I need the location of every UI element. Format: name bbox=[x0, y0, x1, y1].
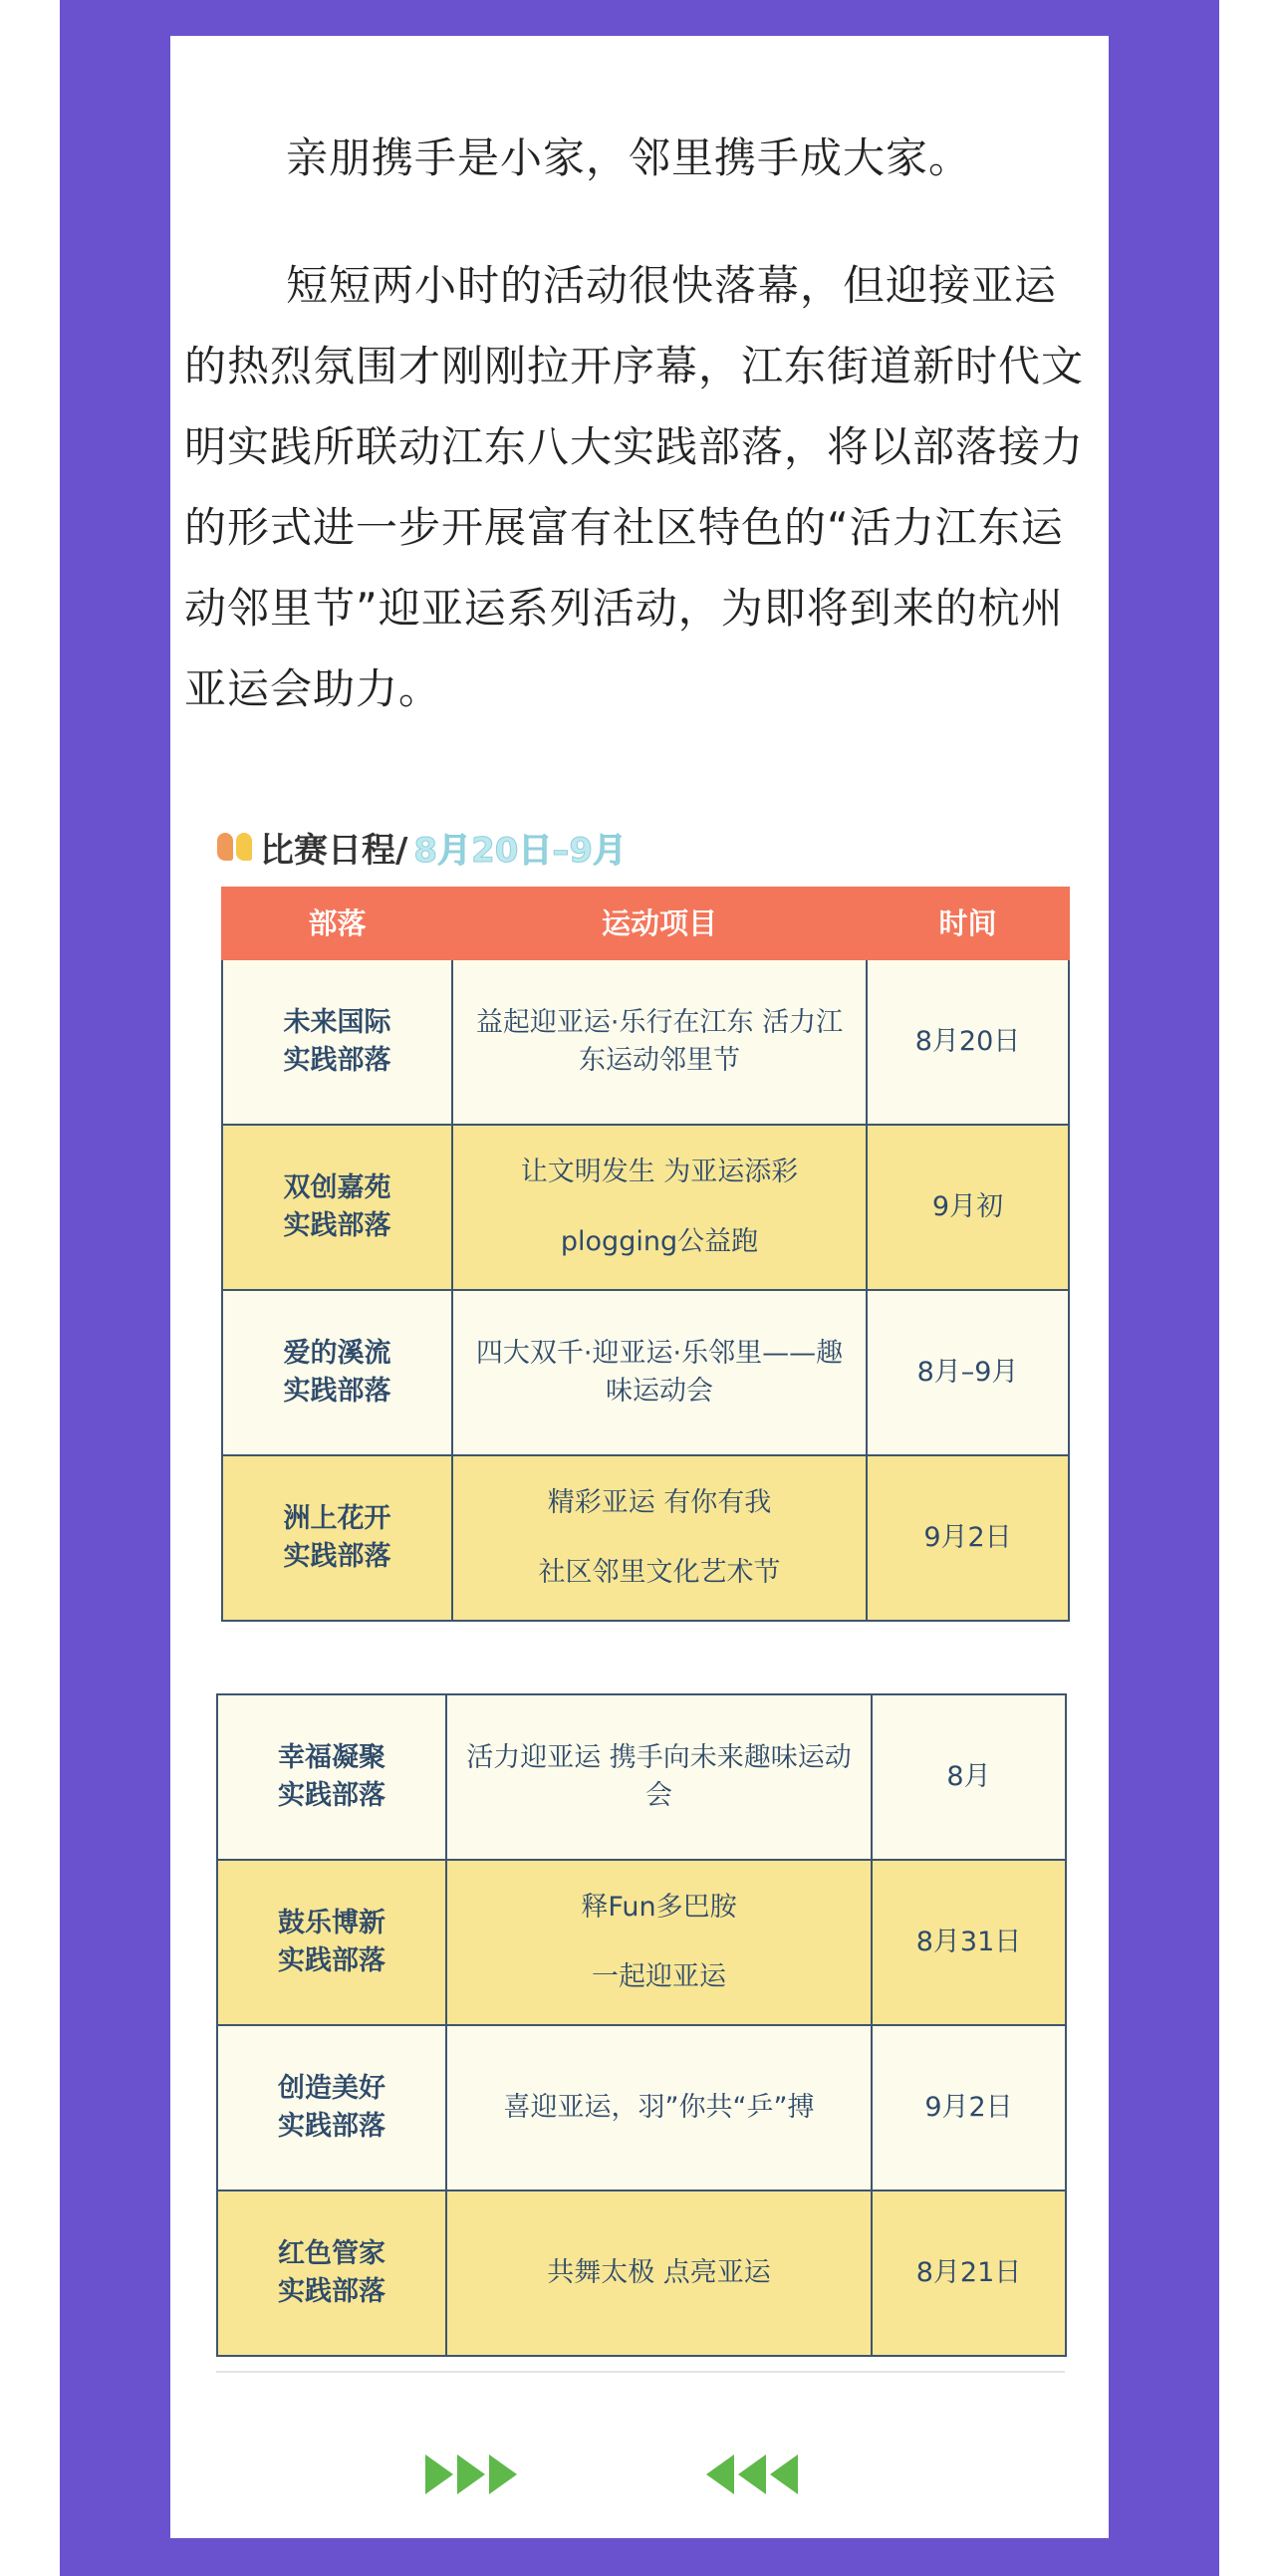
tribe-cell: 幸福凝聚 实践部落 bbox=[217, 1694, 446, 1860]
tribe-cell: 鼓乐博新 实践部落 bbox=[217, 1860, 446, 2025]
table-row bbox=[217, 1694, 1066, 1860]
time-cell: 9月2日 bbox=[867, 1455, 1069, 1621]
table-row bbox=[217, 1860, 1066, 2025]
time-cell: 8月 bbox=[872, 1694, 1066, 1860]
table-row bbox=[222, 1290, 1069, 1455]
activity-cell: 让文明发生 为亚运添彩 plogging公益跑 bbox=[452, 1125, 867, 1290]
table-row bbox=[222, 1455, 1069, 1621]
activity-cell: 活力迎亚运 携手向未来趣味运动会 bbox=[446, 1694, 872, 1860]
activity-cell: 益起迎亚运·乐行在江东 活力江东运动邻里节 bbox=[452, 959, 867, 1125]
schedule-date-range: 8月20日–9月 bbox=[413, 830, 628, 871]
header-time: 时间 bbox=[867, 888, 1069, 959]
schedule-table-1 bbox=[221, 887, 1070, 1622]
divider bbox=[216, 2371, 1065, 2373]
header-activity: 运动项目 bbox=[452, 888, 867, 959]
activity-cell: 释Fun多巴胺 一起迎亚运 bbox=[446, 1860, 872, 2025]
table-row bbox=[222, 1125, 1069, 1290]
time-cell: 8月–9月 bbox=[867, 1290, 1069, 1455]
tribe-cell: 爱的溪流 实践部落 bbox=[222, 1290, 452, 1455]
time-cell: 9月2日 bbox=[872, 2025, 1066, 2190]
activity-cell: 精彩亚运 有你有我 社区邻里文化艺术节 bbox=[452, 1455, 867, 1621]
header-tribe: 部落 bbox=[222, 888, 452, 959]
schedule-heading bbox=[217, 817, 627, 877]
article-card bbox=[170, 36, 1109, 2538]
tribe-cell: 未来国际 实践部落 bbox=[222, 959, 452, 1125]
triple-arrow-left-icon[interactable] bbox=[706, 2454, 798, 2494]
tribe-cell: 双创嘉苑 实践部落 bbox=[222, 1125, 452, 1290]
table-row bbox=[217, 2025, 1066, 2190]
time-cell: 8月20日 bbox=[867, 959, 1069, 1125]
tribe-cell: 红色管家 实践部落 bbox=[217, 2190, 446, 2356]
tribe-cell: 洲上花开 实践部落 bbox=[222, 1455, 452, 1621]
activity-cell: 共舞太极 点亮亚运 bbox=[446, 2190, 872, 2356]
schedule-table-2 bbox=[216, 1693, 1067, 2357]
time-cell: 9月初 bbox=[867, 1125, 1069, 1290]
tribe-cell: 创造美好 实践部落 bbox=[217, 2025, 446, 2190]
table-row bbox=[217, 2190, 1066, 2356]
time-cell: 8月31日 bbox=[872, 1860, 1066, 2025]
activity-cell: 四大双千·迎亚运·乐邻里——趣味运动会 bbox=[452, 1290, 867, 1455]
time-cell: 8月21日 bbox=[872, 2190, 1066, 2356]
triple-arrow-right-icon[interactable] bbox=[425, 2454, 517, 2494]
article-paragraph-2: 短短两小时的活动很快落幕，但迎接亚运的热烈氛围才刚刚拉开序幕，江东街道新时代文明实践所联动江东八大实践部落，将以部落接力的形式进一步开展富有社区特色的“活力江东运动邻里节”迎亚运系列活动，为即将到来的杭州亚运会助力。 bbox=[184, 261, 1085, 713]
article-paragraph-1: 亲朋携手是小家，邻里携手成大家。 bbox=[286, 133, 972, 182]
activity-cell: 喜迎亚运，羽”你共“乒”搏 bbox=[446, 2025, 872, 2190]
quote-icon bbox=[217, 833, 252, 861]
table-row bbox=[222, 959, 1069, 1125]
schedule-title: 比赛日程/ bbox=[260, 830, 408, 871]
